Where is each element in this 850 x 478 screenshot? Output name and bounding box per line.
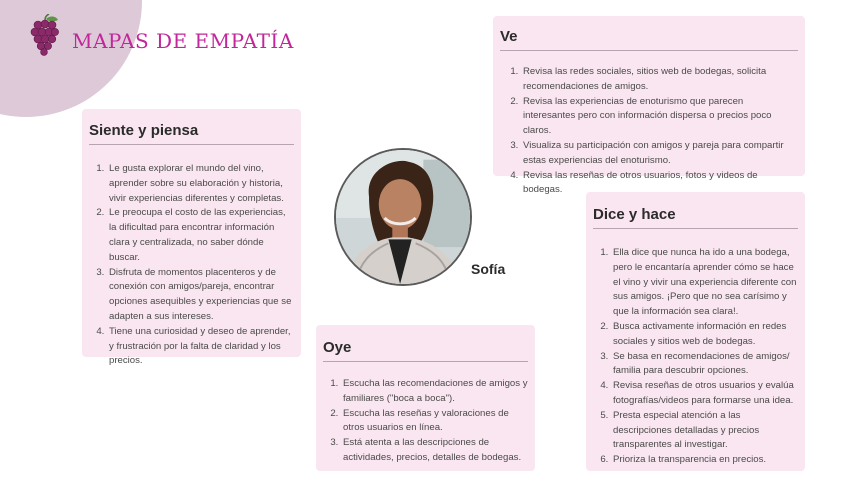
list-item: 1. Escucha las recomendaciones de amigos y familiares ("boca a boca"). bbox=[341, 377, 528, 407]
list-item: 3. Visualiza su participación con amigos y pareja para compartir estas experiencias del enoturismo. bbox=[521, 139, 798, 169]
card-siente-piensa bbox=[82, 109, 301, 367]
section-title: Siente y piensa bbox=[89, 122, 294, 145]
card-ve bbox=[493, 16, 805, 196]
list-item: 2. Busca activamente información en redes sociales y sitios web de bodegas. bbox=[611, 320, 798, 350]
section-title: Dice y hace bbox=[593, 206, 798, 229]
card-dice-hace bbox=[586, 192, 805, 471]
section-title: Ve bbox=[500, 28, 798, 51]
list-item: 2. Revisa las experiencias de enoturismo que parecen interesantes pero con información dispersa o precios poco claros. bbox=[521, 95, 798, 139]
list-item: 2. Le preocupa el costo de las experiencias, la dificultad para encontrar información clara y centralizada, no saber dónde buscar. bbox=[107, 206, 294, 265]
list-item: 4. Revisa reseñas de otros usuarios y evalúa fotografías/videos para formarse una idea. bbox=[611, 379, 798, 409]
persona-photo bbox=[336, 150, 470, 284]
list-item: 1. Ella dice que nunca ha ido a una bodega, pero le encantaría aprender cómo se hace el vino y vivir una experiencia diferente con sus amigos. ¡Pero que no sea carísimo y que la información sea clara!. bbox=[611, 246, 798, 320]
list-item: 3. Se basa en recomendaciones de amigos/ familia para descubrir opciones. bbox=[611, 350, 798, 380]
list-item: 4. Revisa las reseñas de otros usuarios, fotos y videos de bodegas. bbox=[521, 169, 798, 199]
corner-decoration bbox=[0, 0, 142, 117]
list-item: 6. Prioriza la transparencia en precios. bbox=[611, 453, 798, 468]
grape-icon bbox=[30, 14, 60, 56]
list-item: 2. Escucha las reseñas y valoraciones de otros usuarios en línea. bbox=[341, 407, 528, 437]
list-item: 3. Disfruta de momentos placenteros y de conexión con amigos/pareja, encontrar opciones asequibles y experiencias que se adapten a sus intereses. bbox=[107, 266, 294, 325]
page-title: MAPAS DE EMPATÍA bbox=[72, 29, 294, 53]
list-item: 1. Revisa las redes sociales, sitios web de bodegas, solicita recomendaciones de amigos. bbox=[521, 65, 798, 95]
list-item: 4. Tiene una curiosidad y deseo de aprender, y frustración por la falta de claridad y los precios. bbox=[107, 325, 294, 369]
list-item: 3. Está atenta a las descripciones de actividades, precios, detalles de bodegas. bbox=[341, 436, 528, 466]
person-portrait-icon bbox=[334, 148, 472, 286]
list-item: 1. Le gusta explorar el mundo del vino, aprender sobre su elaboración y historia, vivir experiencias diferentes y completas. bbox=[107, 162, 294, 206]
list-item: 5. Presta especial atención a las descripciones detalladas y precios transparentes al investigar. bbox=[611, 409, 798, 453]
section-title: Oye bbox=[323, 339, 528, 362]
persona-name: Sofía bbox=[471, 261, 506, 277]
card-oye bbox=[316, 325, 535, 471]
